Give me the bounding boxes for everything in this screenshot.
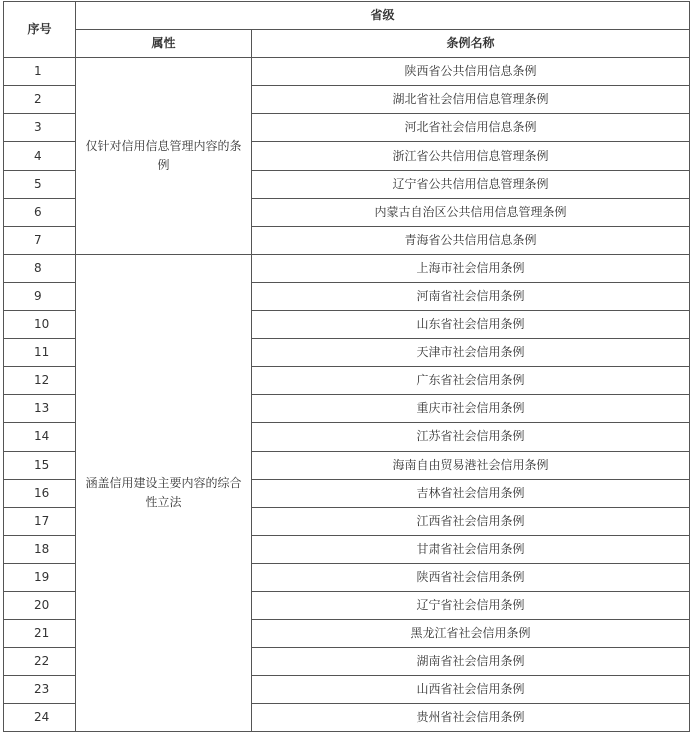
- row-seq: 19: [4, 563, 76, 591]
- row-seq: 4: [4, 142, 76, 170]
- row-regulation-name: 江苏省社会信用条例: [252, 423, 690, 451]
- row-regulation-name: 辽宁省社会信用条例: [252, 591, 690, 619]
- level-header: 省级: [76, 2, 690, 30]
- row-regulation-name: 黑龙江省社会信用条例: [252, 620, 690, 648]
- row-regulation-name: 贵州省社会信用条例: [252, 704, 690, 732]
- row-regulation-name: 江西省社会信用条例: [252, 507, 690, 535]
- row-seq: 9: [4, 282, 76, 310]
- row-regulation-name: 山西省社会信用条例: [252, 676, 690, 704]
- row-regulation-name: 河北省社会信用信息条例: [252, 114, 690, 142]
- row-regulation-name: 海南自由贸易港社会信用条例: [252, 451, 690, 479]
- row-seq: 13: [4, 395, 76, 423]
- group-attribute: 涵盖信用建设主要内容的综合性立法: [76, 254, 252, 732]
- row-seq: 11: [4, 339, 76, 367]
- row-regulation-name: 河南省社会信用条例: [252, 282, 690, 310]
- row-regulation-name: 湖北省社会信用信息管理条例: [252, 86, 690, 114]
- row-seq: 24: [4, 704, 76, 732]
- row-seq: 7: [4, 226, 76, 254]
- row-regulation-name: 山东省社会信用条例: [252, 311, 690, 339]
- table-body: [4, 58, 690, 732]
- row-regulation-name: 天津市社会信用条例: [252, 339, 690, 367]
- attribute-header: 属性: [76, 30, 252, 58]
- row-seq: 5: [4, 170, 76, 198]
- row-seq: 22: [4, 648, 76, 676]
- row-regulation-name: 上海市社会信用条例: [252, 254, 690, 282]
- row-seq: 23: [4, 676, 76, 704]
- row-regulation-name: 青海省公共信用信息条例: [252, 226, 690, 254]
- row-regulation-name: 内蒙古自治区公共信用信息管理条例: [252, 198, 690, 226]
- row-seq: 6: [4, 198, 76, 226]
- row-regulation-name: 陕西省公共信用信息条例: [252, 58, 690, 86]
- row-seq: 21: [4, 620, 76, 648]
- row-seq: 12: [4, 367, 76, 395]
- row-regulation-name: 吉林省社会信用条例: [252, 479, 690, 507]
- row-regulation-name: 广东省社会信用条例: [252, 367, 690, 395]
- row-seq: 10: [4, 311, 76, 339]
- regulations-table: [3, 1, 690, 732]
- row-seq: 8: [4, 254, 76, 282]
- seq-header: 序号: [4, 2, 76, 58]
- row-seq: 20: [4, 591, 76, 619]
- row-regulation-name: 重庆市社会信用条例: [252, 395, 690, 423]
- row-regulation-name: 辽宁省公共信用信息管理条例: [252, 170, 690, 198]
- row-seq: 18: [4, 535, 76, 563]
- row-seq: 14: [4, 423, 76, 451]
- row-seq: 17: [4, 507, 76, 535]
- group-attribute: 仅针对信用信息管理内容的条例: [76, 58, 252, 255]
- row-regulation-name: 浙江省公共信用信息管理条例: [252, 142, 690, 170]
- row-regulation-name: 湖南省社会信用条例: [252, 648, 690, 676]
- table-row: [4, 58, 690, 86]
- header-row-2: [4, 30, 690, 58]
- row-seq: 16: [4, 479, 76, 507]
- row-regulation-name: 甘肃省社会信用条例: [252, 535, 690, 563]
- row-seq: 15: [4, 451, 76, 479]
- name-header: 条例名称: [252, 30, 690, 58]
- header-row-1: [4, 2, 690, 30]
- row-seq: 2: [4, 86, 76, 114]
- table-row: [4, 254, 690, 282]
- row-regulation-name: 陕西省社会信用条例: [252, 563, 690, 591]
- row-seq: 1: [4, 58, 76, 86]
- row-seq: 3: [4, 114, 76, 142]
